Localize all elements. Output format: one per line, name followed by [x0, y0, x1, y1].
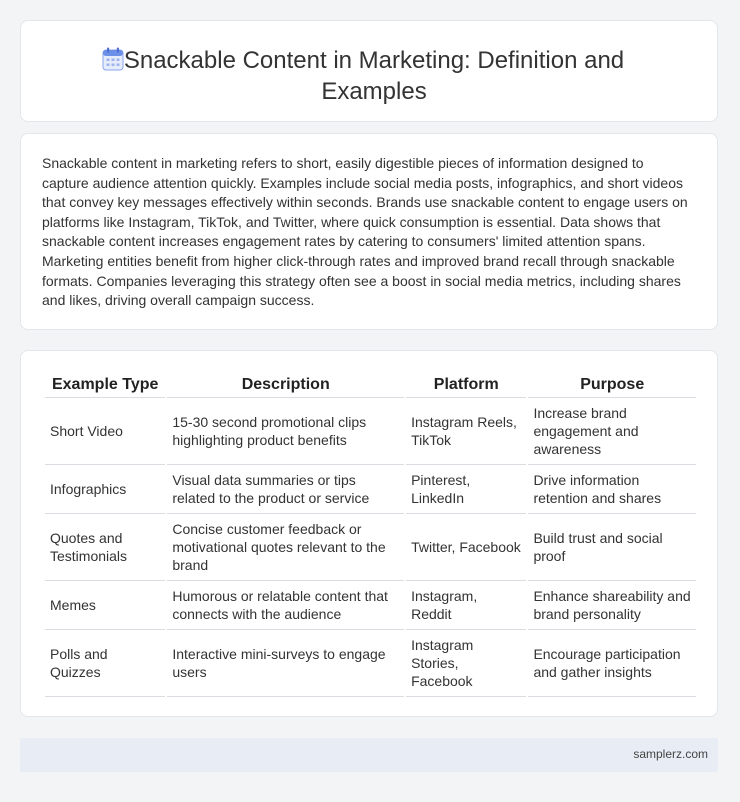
examples-table: [43, 371, 698, 697]
intro-paragraph: Snackable content in marketing refers to short, easily digestible pieces of information designed to capture audience attention quickly. Examples include social media posts, infographics, and short videos that convey key messages effectively within seconds. Brands use snackable content to engage users on platforms like Instagram, TikTok, and Twitter, where quick consumption is essential. Data shows that snackable content increases engagement rates by catering to consumers' limited attention spans. Marketing entities benefit from higher click-through rates and improved brand recall through snackable formats. Companies leveraging this strategy often see a boost in social media metrics, including shares and likes, driving overall campaign success.: [42, 155, 688, 309]
cell-platform: Twitter, Facebook: [406, 514, 526, 581]
title-card: [20, 20, 718, 122]
table-row: [45, 465, 696, 514]
cell-purpose: Drive information retention and shares: [528, 465, 696, 514]
table-card: [20, 350, 718, 717]
cell-description: Humorous or relatable content that connects with the audience: [167, 581, 404, 630]
column-header-example-type: Example Type: [45, 371, 165, 398]
table-row: [45, 514, 696, 581]
cell-purpose: Encourage participation and gather insights: [528, 630, 696, 697]
cell-platform: Instagram Reels, TikTok: [406, 398, 526, 465]
table-row: [45, 581, 696, 630]
cell-platform: Instagram Stories, Facebook: [406, 630, 526, 697]
cell-description: 15-30 second promotional clips highlighting product benefits: [167, 398, 404, 465]
column-header-platform: Platform: [406, 371, 526, 398]
cell-description: Interactive mini-surveys to engage users: [167, 630, 404, 697]
cell-platform: Pinterest, LinkedIn: [406, 465, 526, 514]
table-header-row: [45, 371, 696, 398]
footer-bar: [20, 738, 718, 772]
cell-example-type: Infographics: [45, 465, 165, 514]
cell-purpose: Enhance shareability and brand personality: [528, 581, 696, 630]
column-header-description: Description: [167, 371, 404, 398]
cell-description: Concise customer feedback or motivational quotes relevant to the brand: [167, 514, 404, 581]
intro-card: [20, 133, 718, 330]
table-row: [45, 398, 696, 465]
cell-example-type: Short Video: [45, 398, 165, 465]
footer-site-link[interactable]: samplerz.com: [633, 747, 708, 761]
cell-example-type: Memes: [45, 581, 165, 630]
page-title: Snackable Content in Marketing: Definition and Examples: [123, 47, 625, 105]
cell-purpose: Build trust and social proof: [528, 514, 696, 581]
cell-purpose: Increase brand engagement and awareness: [528, 398, 696, 465]
table-row: [45, 630, 696, 697]
column-header-purpose: Purpose: [528, 371, 696, 398]
cell-example-type: Polls and Quizzes: [45, 630, 165, 697]
cell-description: Visual data summaries or tips related to the product or service: [167, 465, 404, 514]
cell-platform: Instagram, Reddit: [406, 581, 526, 630]
cell-example-type: Quotes and Testimonials: [45, 514, 165, 581]
